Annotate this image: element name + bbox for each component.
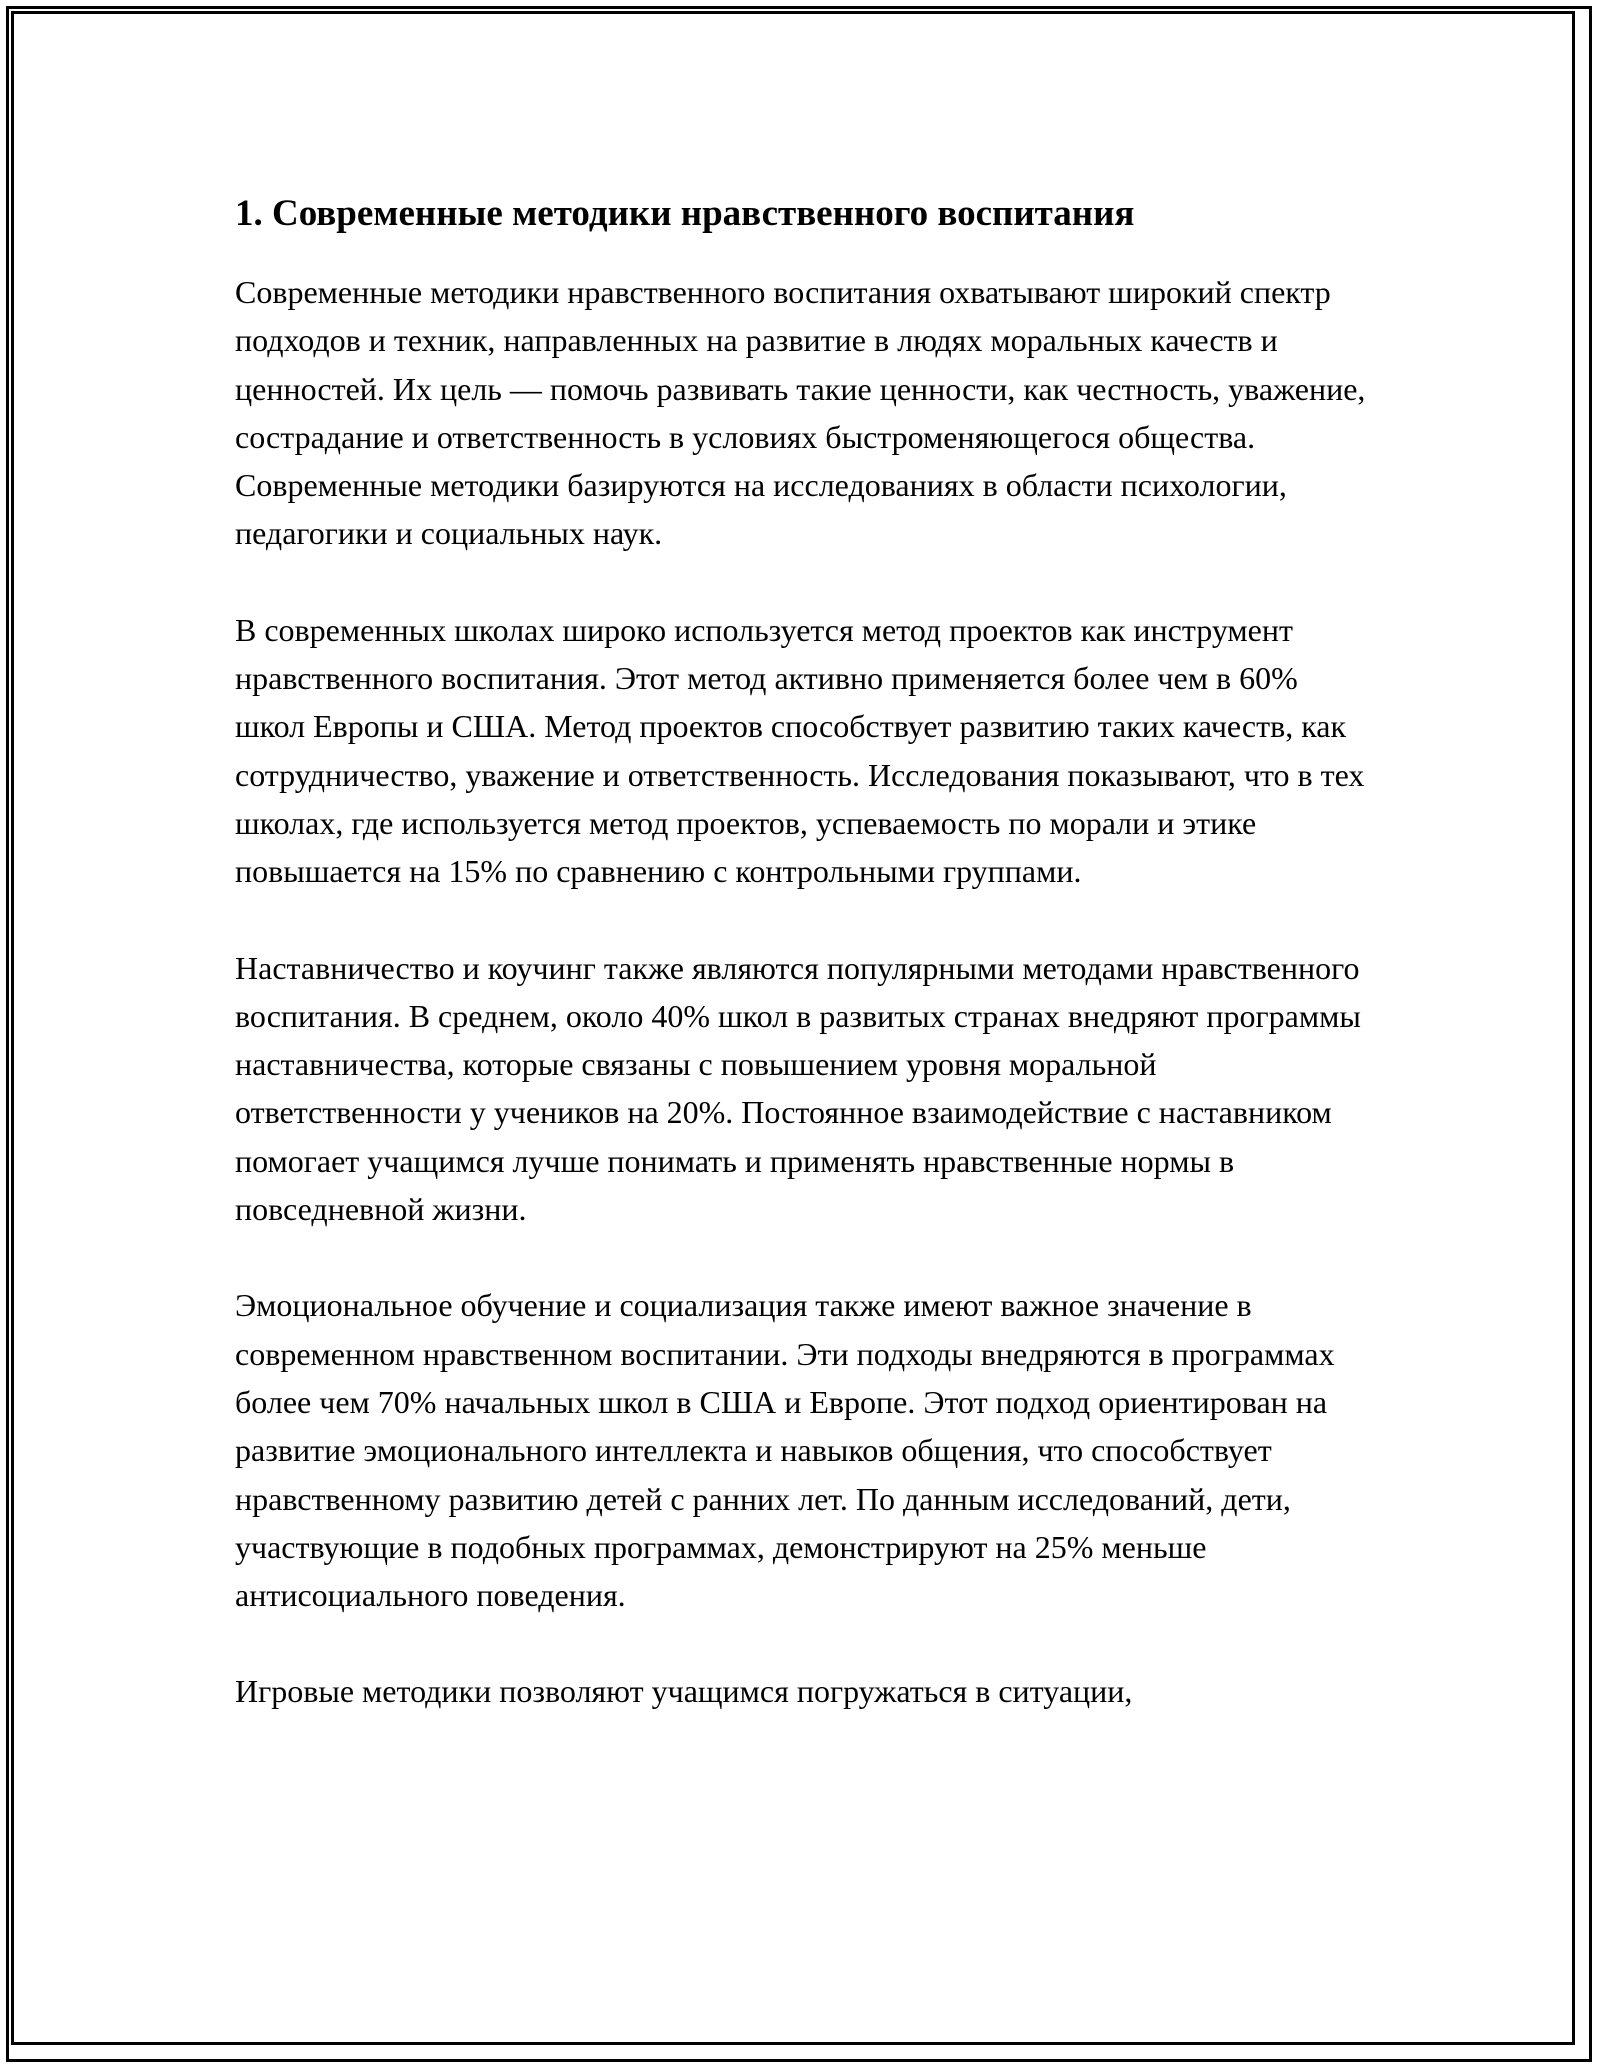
paragraph-project-method: В современных школах широко используется метод проектов как инструмент нравственного воспитания. Этот метод активно применяется более чем в 60% школ Европы и США. Метод проектов способствует развитию таких качеств, как сотрудничество, уважение и ответственность. Исследования показывают, что в тех школах, где используется метод проектов, успеваемость по морали и этике повышается на 15% по сравнению с контрольными группами. (235, 611, 1365, 890)
paragraph-intro: Современные методики нравственного воспитания охватывают широкий спектр подходов и техник, направленных на развитие в людях моральных качеств и ценностей. Их цель — помочь развивать такие ценности, как честность, уважение, сострадание и ответственность в условиях быстроменяющегося общества. Современные методики базируются на исследованиях в области психологии, педагогики и социальных наук. (235, 274, 1366, 552)
paragraph-mentoring: Наставничество и коучинг также являются популярными методами нравственного воспитания. В среднем, около 40% школ в развитых странах внедряют программы наставничества, которые связаны с повышением уровня моральной ответственности у учеников на 20%. Постоянное взаимодействие с наставником помогает учащимся лучше понимать и применять нравственные нормы в повседневной жизни. (235, 949, 1361, 1228)
paragraph-game-methods: Игровые методики позволяют учащимся погружаться в ситуации, (235, 1673, 1133, 1710)
document-body (235, 186, 1375, 1764)
section-heading: 1. Современные методики нравственного воспитания (235, 193, 1135, 234)
paragraph-emotional-learning: Эмоциональное обучение и социализация также имеют важное значение в современном нравственном воспитании. Эти подходы внедряются в программах более чем 70% начальных школ в США и Европе. Этот подход ориентирован на развитие эмоционального интеллекта и навыков общения, что способствует нравственному развитию детей с ранних лет. По данным исследований, дети, участвующие в подобных программах, демонстрируют на 25% меньше антисоциального поведения. (235, 1287, 1335, 1614)
